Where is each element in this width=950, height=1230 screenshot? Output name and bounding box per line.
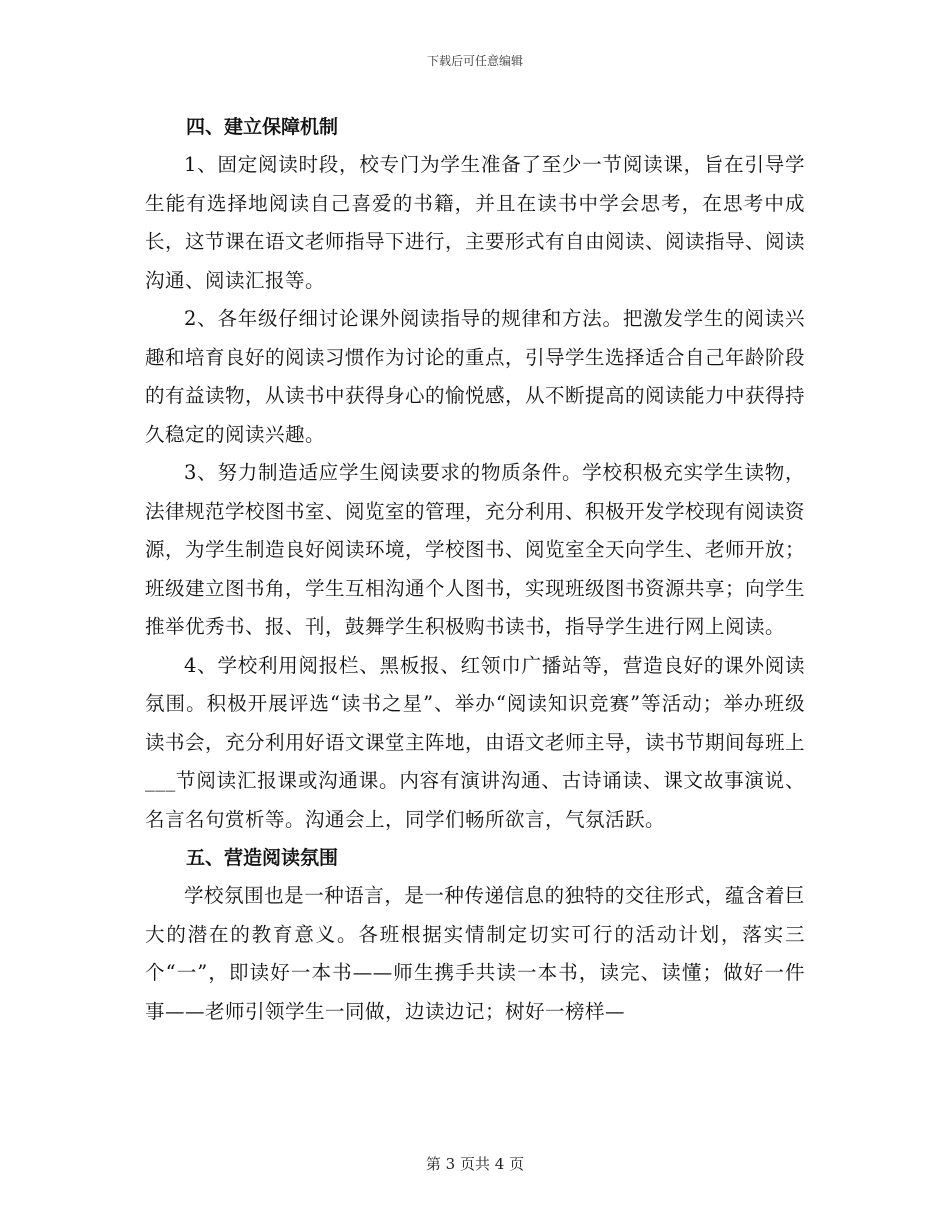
- section-reading-atmosphere: [145, 839, 805, 1031]
- paragraph: 学校氛围也是一种语言，是一种传递信息的独特的交往形式，蕴含着巨大的潜在的教育意义。各班根据实情制定切实可行的活动计划，落实三个“一”，即读好一本书——师生携手共读一本书，读完、读懂；做好一件事——老师引领学生一同做，边读边记；树好一榜样—: [145, 884, 805, 1023]
- section-heading: 四、建立保障机制: [186, 116, 339, 138]
- page-header-note: 下载后可任意编辑: [426, 54, 523, 68]
- paragraph: 2、各年级仔细讨论课外阅读指导的规律和方法。把激发学生的阅读兴趣和培育良好的阅读习惯作为讨论的重点，引导学生选择适合自己年龄阶段的有益读物，从读书中获得身心的愉悦感，从不断提高的阅读能力中获得持久稳定的阅读兴趣。: [145, 307, 806, 446]
- document-body: [145, 108, 805, 1031]
- paragraph: 4、学校利用阅报栏、黑板报、红领巾广播站等，营造良好的课外阅读氛围。积极开展评选“读书之星”、举办“阅读知识竞赛”等活动；举办班级读书会，充分利用好语文课堂主阵地，由语文老师主导，读书节期间每班上___节阅读汇报课或沟通课。内容有演讲沟通、古诗诵读、课文故事演说、名言名句赏析等。沟通会上，同学们畅所欲言，气氛活跃。: [145, 653, 806, 831]
- paragraph: 3、努力制造适应学生阅读要求的物质条件。学校积极充实学生读物，法律规范学校图书室、阅览室的管理，充分利用、积极开发学校现有阅读资源，为学生制造良好阅读环境，学校图书、阅览室全天向学生、老师开放；班级建立图书角，学生互相沟通个人图书，实现班级图书资源共享；向学生推举优秀书、报、刊，鼓舞学生积极购书读书，指导学生进行网上阅读。: [145, 461, 806, 638]
- paragraph: 1、固定阅读时段，校专门为学生准备了至少一节阅读课，旨在引导学生能有选择地阅读自己喜爱的书籍，并且在读书中学会思考，在思考中成长，这节课在语文老师指导下进行，主要形式有自由阅读、阅读指导、阅读沟通、阅读汇报等。: [145, 153, 806, 292]
- section-guarantee-mechanism: [145, 108, 805, 839]
- section-heading: 五、营造阅读氛围: [186, 847, 339, 869]
- page-number: 第 3 页共 4 页: [425, 1155, 525, 1173]
